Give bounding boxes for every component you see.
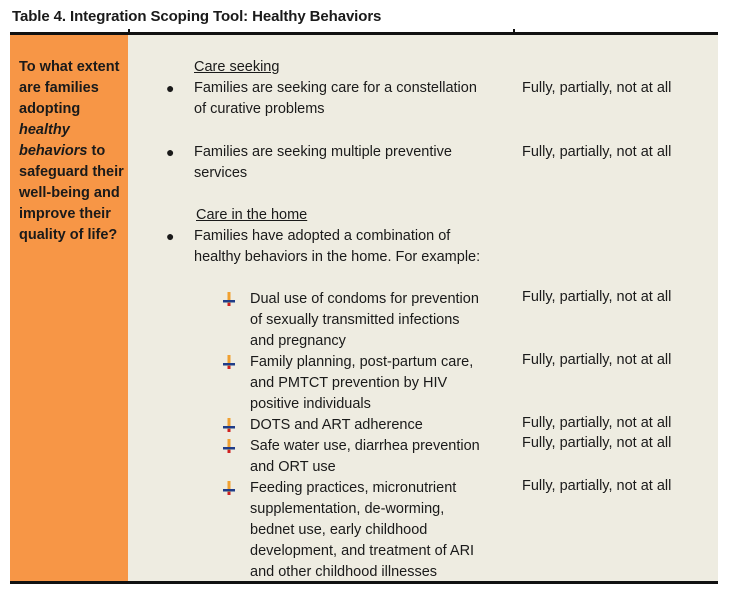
table-title: Table 4. Integration Scoping Tool: Healthy Behaviors bbox=[12, 8, 382, 25]
item-line: Families have adopted a combination of bbox=[194, 228, 451, 244]
plus-arrow-bullet-icon bbox=[222, 354, 236, 370]
rating-options: Fully, partially, not at all bbox=[522, 478, 672, 494]
item-line: Families are seeking multiple preventive bbox=[194, 144, 452, 160]
sub-item-line: Family planning, post-partum care, bbox=[250, 354, 474, 370]
sub-item-line: development, and treatment of ARI bbox=[250, 543, 475, 559]
sub-item-line: of sexually transmitted infections bbox=[250, 312, 460, 328]
plus-arrow-bullet-icon bbox=[222, 417, 236, 433]
plus-arrow-bullet-icon bbox=[222, 291, 236, 307]
rating-options: Fully, partially, not at all bbox=[522, 435, 672, 451]
sub-item-line: and pregnancy bbox=[250, 333, 346, 349]
bullet-icon: ● bbox=[166, 228, 175, 244]
sub-item-line: and PMTCT prevention by HIV bbox=[250, 375, 448, 391]
rating-options: Fully, partially, not at all bbox=[522, 415, 672, 431]
sub-item-line: and ORT use bbox=[250, 459, 336, 475]
question-emphasis: healthy behaviors bbox=[19, 122, 88, 159]
rating-options: Fully, partially, not at all bbox=[522, 289, 672, 305]
scoping-question bbox=[19, 57, 127, 246]
question-text-start: To what extent are families adopting bbox=[19, 59, 120, 117]
rating-options: Fully, partially, not at all bbox=[522, 80, 672, 96]
bullet-icon: ● bbox=[166, 144, 175, 160]
sub-item-line: Dual use of condoms for prevention bbox=[250, 291, 479, 307]
item-line: healthy behaviors in the home. For example: bbox=[194, 249, 481, 265]
sub-item-line: DOTS and ART adherence bbox=[250, 417, 423, 433]
item-line: of curative problems bbox=[194, 101, 325, 117]
sub-item-line: supplementation, de-worming, bbox=[250, 501, 445, 517]
plus-arrow-bullet-icon bbox=[222, 480, 236, 496]
section-heading-care-seeking: Care seeking bbox=[194, 59, 280, 75]
plus-arrow-bullet-icon bbox=[222, 438, 236, 454]
section-heading-care-in-home: Care in the home bbox=[196, 207, 308, 223]
item-line: services bbox=[194, 165, 248, 181]
sub-item-line: positive individuals bbox=[250, 396, 371, 412]
item-line: Families are seeking care for a constellation bbox=[194, 80, 477, 96]
sub-item-line: Feeding practices, micronutrient bbox=[250, 480, 457, 496]
sub-item-line: Safe water use, diarrhea prevention bbox=[250, 438, 480, 454]
rating-options: Fully, partially, not at all bbox=[522, 144, 672, 160]
question-text-end: to safeguard their well-being and improve their quality of life? bbox=[19, 143, 124, 243]
sub-item-line: bednet use, early childhood bbox=[250, 522, 428, 538]
bullet-icon: ● bbox=[166, 80, 175, 96]
rating-options: Fully, partially, not at all bbox=[522, 352, 672, 368]
bottom-rule bbox=[10, 581, 718, 584]
sub-item-line: and other childhood illnesses bbox=[250, 564, 438, 580]
